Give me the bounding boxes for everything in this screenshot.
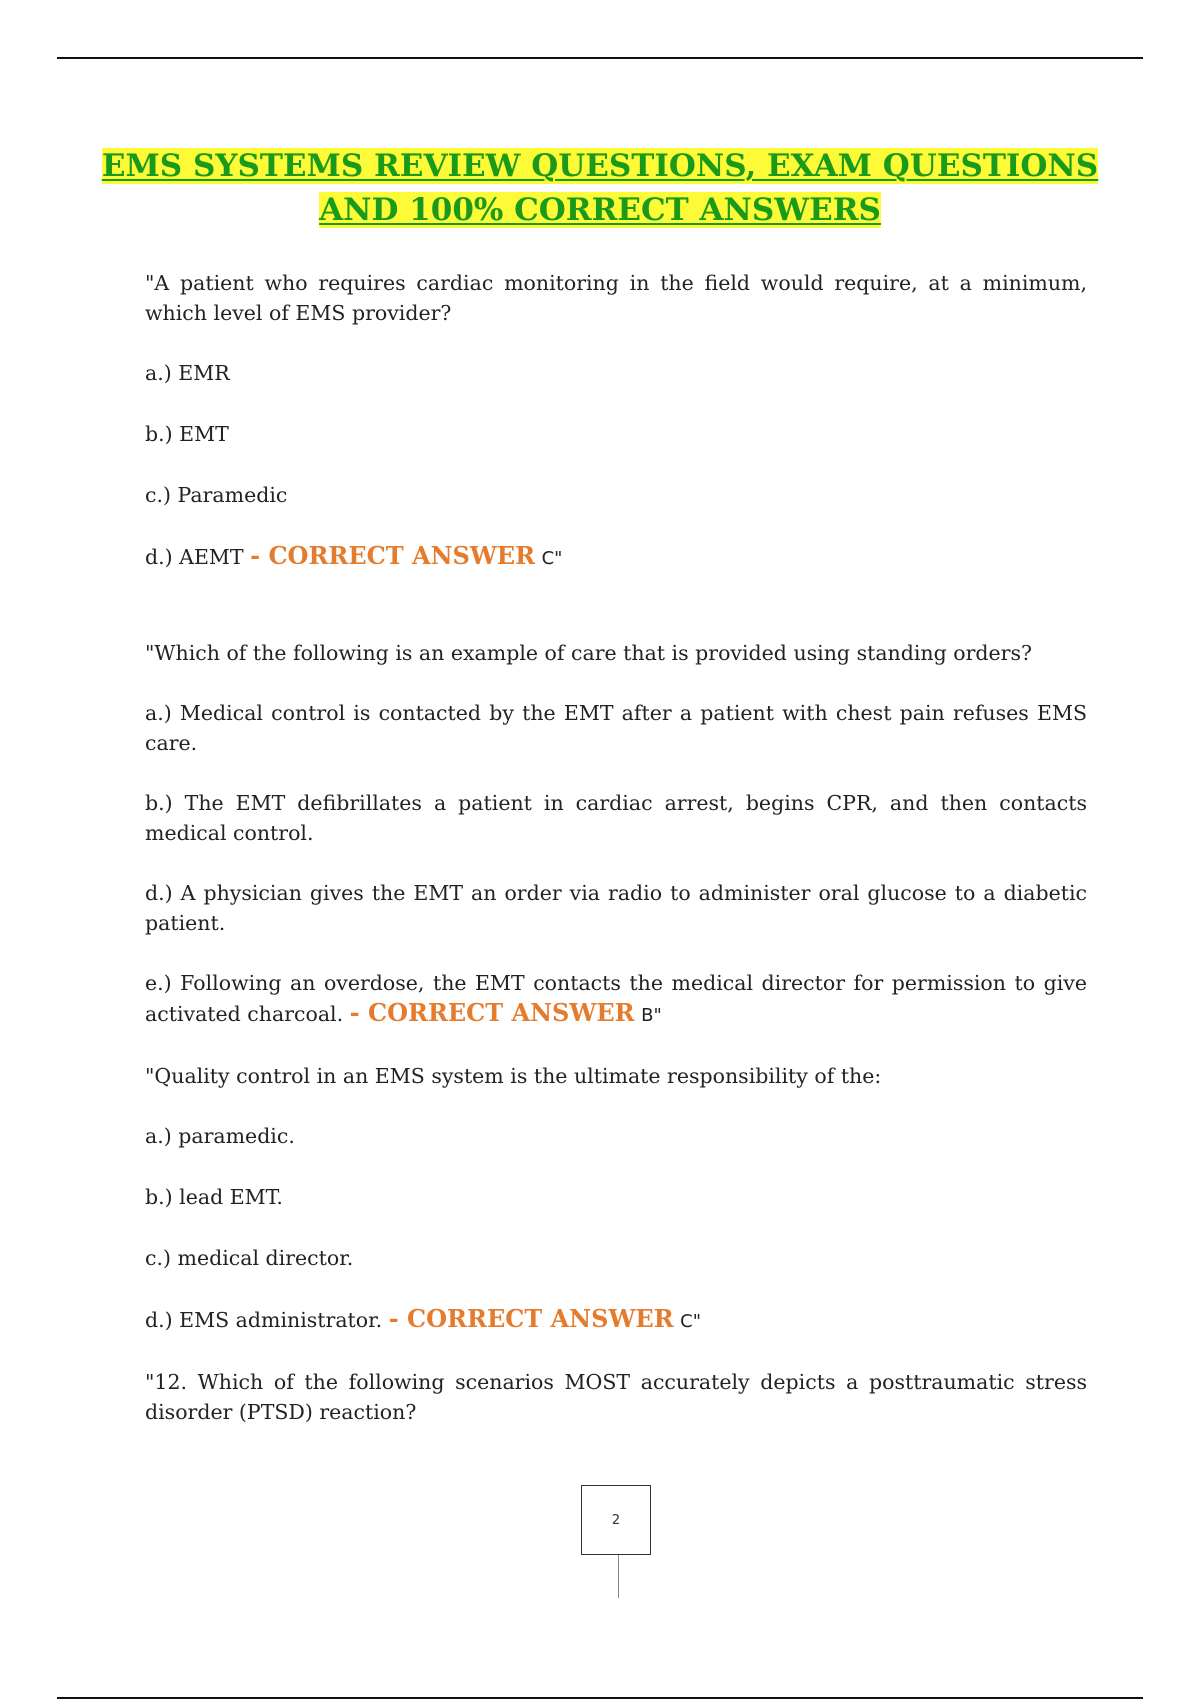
- answer-option-with-key: [145, 1304, 1087, 1337]
- correct-answer-letter: C": [541, 548, 563, 569]
- question-stem: "Which of the following is an example of care that is provided using standing orders?: [145, 641, 1032, 665]
- bottom-rule: [57, 1697, 1143, 1699]
- answer-option: a.) Medical control is contacted by the EMT after a patient with chest pain refuses EMS care.: [145, 701, 1087, 755]
- answer-option: d.) EMS administrator.: [145, 1308, 383, 1332]
- correct-answer-letter: B": [641, 1005, 662, 1026]
- answer-option-with-key: [145, 968, 1087, 1031]
- answer-option: d.) AEMT: [145, 545, 244, 569]
- page-title: [100, 144, 1100, 232]
- title-line-2: AND 100% CORRECT ANSWERS: [319, 192, 881, 228]
- answer-option: b.) EMT: [145, 422, 229, 446]
- answer-option: a.) paramedic.: [145, 1124, 295, 1148]
- title-line-1: EMS SYSTEMS REVIEW QUESTIONS, EXAM QUESTIONS: [101, 148, 1099, 184]
- top-rule: [57, 57, 1143, 59]
- answer-option-with-key: [145, 541, 1087, 574]
- correct-answer-letter: C": [680, 1311, 702, 1332]
- page-number: 2: [611, 1512, 621, 1528]
- question-stem: "12. Which of the following scenarios MOST accurately depicts a posttraumatic stress disorder (PTSD) reaction?: [145, 1370, 1087, 1424]
- correct-answer-label: - CORRECT ANSWER: [388, 1304, 674, 1333]
- question-content: [145, 268, 1087, 1427]
- correct-answer-label: - CORRECT ANSWER: [349, 998, 635, 1027]
- answer-option: c.) medical director.: [145, 1246, 354, 1270]
- answer-option: b.) The EMT defibrillates a patient in cardiac arrest, begins CPR, and then contacts medical control.: [145, 791, 1087, 845]
- page-number-box: [581, 1485, 651, 1555]
- answer-option: e.) Following an overdose, the EMT contacts the medical director for permission to give activated charcoal.: [145, 971, 1087, 1026]
- answer-option: c.) Paramedic: [145, 483, 288, 507]
- correct-answer-label: - CORRECT ANSWER: [250, 541, 536, 570]
- page-number-stem: [618, 1555, 619, 1598]
- question-stem: "Quality control in an EMS system is the ultimate responsibility of the:: [145, 1064, 882, 1088]
- answer-option: b.) lead EMT.: [145, 1185, 283, 1209]
- answer-option: d.) A physician gives the EMT an order via radio to administer oral glucose to a diabetic patient.: [145, 881, 1087, 935]
- question-stem: "A patient who requires cardiac monitoring in the field would require, at a minimum, which level of EMS provider?: [145, 271, 1087, 325]
- answer-option: a.) EMR: [145, 361, 230, 385]
